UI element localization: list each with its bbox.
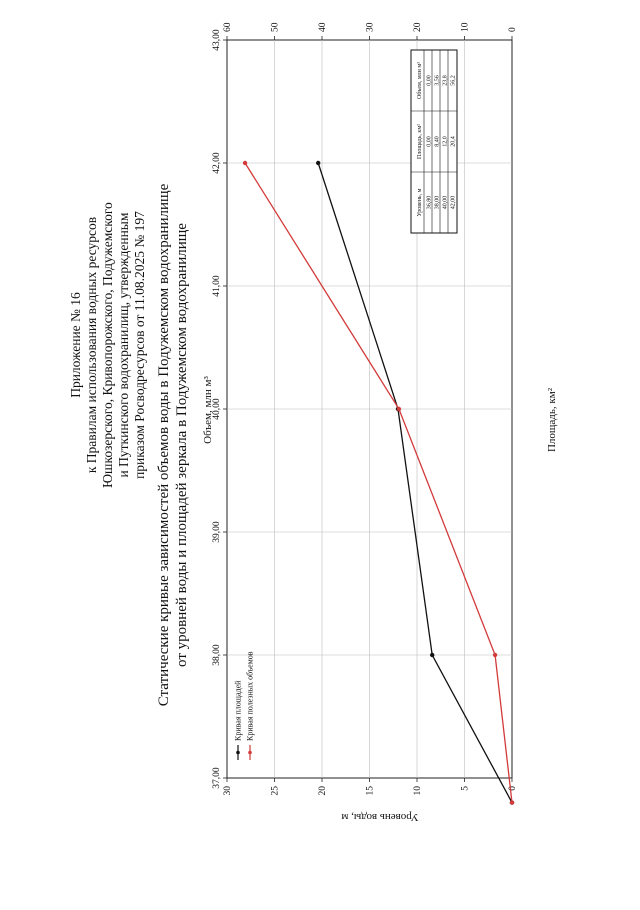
grid <box>227 40 512 778</box>
x-top-tick-label: 50 <box>270 22 281 32</box>
x-bottom-tick-label: 15 <box>365 786 376 796</box>
chart-title-line: от уровней воды и площадей зеркала в Подужемском водохранилище <box>174 223 190 667</box>
table-cell: 56,2 <box>450 75 457 86</box>
y-tick-label: 43,00 <box>212 29 222 51</box>
x-top-tick-label: 40 <box>318 22 328 32</box>
x-top-tick-label: 60 <box>223 22 233 32</box>
legend-volume-label: Кривая полезных объемов <box>245 651 255 741</box>
table-cell: 3,56 <box>434 75 441 86</box>
y-tick-label: 37,00 <box>212 767 222 789</box>
chart-title <box>156 183 190 706</box>
x-top-tick-label: 10 <box>460 22 471 32</box>
table-cell: 36,80 <box>426 195 433 210</box>
header-line: Юшкозерского, Кривопорожского, Подужемского <box>100 202 115 488</box>
table-cell: 23,8 <box>442 75 449 86</box>
chart-title-line: Статические кривые зависимостей объемов воды в Подужемском водохранилище <box>156 183 172 707</box>
x-bottom-tick-label: 25 <box>270 786 281 796</box>
volume-point <box>493 653 497 657</box>
x-bottom-tick-label: 5 <box>460 786 471 791</box>
legend-area-marker <box>236 751 240 755</box>
table-cell: 38,00 <box>434 195 441 210</box>
x-bottom-tick-label: 10 <box>413 786 423 796</box>
volume-point <box>243 161 247 165</box>
table-cell: 42,00 <box>450 195 457 210</box>
header-line: приказом Росводресурсов от 11.08.2025 № 197 <box>132 211 147 479</box>
y-tick-label: 38,00 <box>212 644 222 666</box>
area-point <box>430 653 434 657</box>
table-header: Уровень, м <box>417 188 423 217</box>
table-header: Площадь, км² <box>417 124 423 159</box>
area-point <box>316 161 320 165</box>
legend-volume-marker <box>248 751 252 755</box>
x-bottom-tick-label: 0 <box>508 786 518 791</box>
table-header: Объем, млн м³ <box>417 62 423 99</box>
series <box>243 161 514 805</box>
x-bottom-axis-label: Площадь, км² <box>546 387 558 453</box>
table-cell: 12,0 <box>442 136 449 147</box>
volume-curve-line <box>245 163 512 803</box>
header-line: к Правилам использования водных ресурсов <box>84 216 99 474</box>
x-bottom-tick-label: 20 <box>318 786 328 796</box>
x-top-tick-label: 20 <box>413 22 423 32</box>
header-block <box>68 202 147 488</box>
y-tick-label: 42,00 <box>212 152 222 174</box>
table-cell: 20,4 <box>450 136 457 147</box>
table-cell: 40,00 <box>442 195 449 210</box>
volume-point <box>397 407 401 411</box>
table-cell: 8,40 <box>434 136 441 147</box>
area-curve-line <box>318 163 512 803</box>
y-tick-label: 40,00 <box>212 398 222 420</box>
legend <box>234 651 255 760</box>
x-top-tick-label: 0 <box>508 27 518 32</box>
header-line: и Путкинского водохранилищ, утвержденным <box>116 212 131 478</box>
y-tick-label: 41,00 <box>212 275 222 297</box>
x-top-axis-label: Объем, млн м³ <box>202 376 214 444</box>
volume-point <box>510 800 514 804</box>
y-axis-label: Уровень воды, м <box>341 811 419 823</box>
table-cell: 0,00 <box>426 75 433 86</box>
legend-area-label: Кривая площадей <box>233 680 243 741</box>
y-tick-label: 39,00 <box>212 521 222 543</box>
data-table <box>411 50 457 233</box>
x-bottom-tick-label: 30 <box>223 786 233 796</box>
table-cell: 0,00 <box>426 136 433 147</box>
header-line: Приложение № 16 <box>68 292 83 398</box>
x-top-tick-label: 30 <box>365 22 376 32</box>
